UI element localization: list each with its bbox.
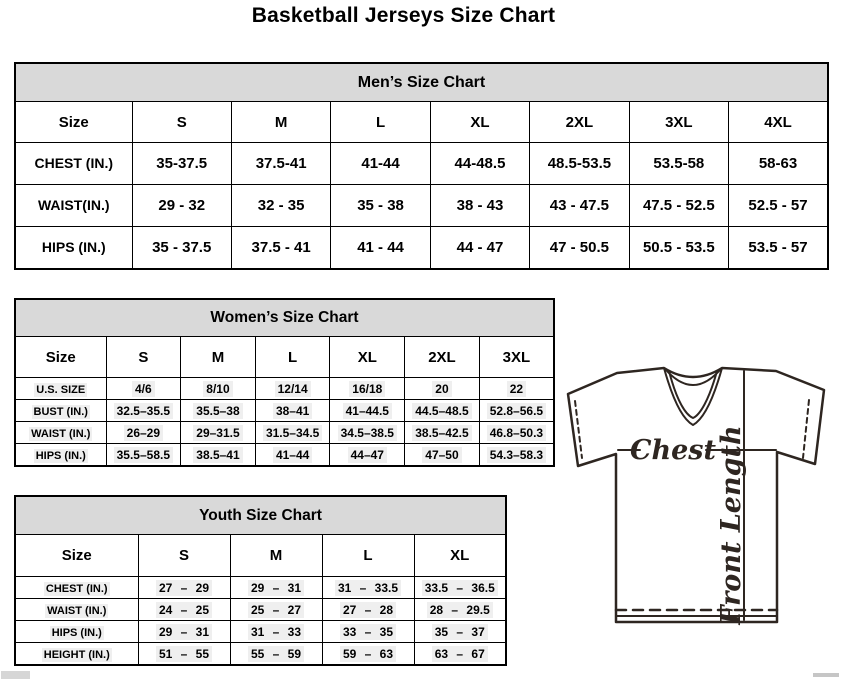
women-value: 34.5–38.5 (338, 425, 397, 441)
women-value: 12/14 (275, 381, 311, 397)
women-value-cell (255, 400, 330, 422)
men-value-cell (530, 227, 629, 270)
youth-value: 29 – 31 (156, 624, 212, 640)
women-value: 16/18 (349, 381, 385, 397)
youth-row-label-cell (15, 599, 138, 621)
men-size-header-cell: Size (15, 102, 132, 143)
women-value-cell (330, 422, 405, 444)
youth-value: 27 – 29 (156, 580, 212, 596)
youth-column-header-cell: M (230, 535, 322, 577)
youth-value: 59 – 63 (340, 646, 396, 662)
youth-value-cell (138, 599, 230, 621)
men-row-label-cell (15, 185, 132, 227)
youth-table-row (15, 599, 506, 621)
youth-value: 63 – 67 (432, 646, 488, 662)
men-value: 52.5 - 57 (748, 196, 808, 214)
men-value-cell (729, 143, 828, 185)
women-size-header-cell: Size (15, 337, 106, 378)
men-value: 53.5 - 57 (748, 238, 808, 256)
men-value-cell (132, 185, 231, 227)
youth-value: 25 – 27 (248, 602, 304, 618)
men-table-row (15, 227, 828, 270)
men-value: 35-37.5 (156, 154, 208, 172)
women-value-cell (106, 444, 181, 467)
women-column-header-cell: M (181, 337, 256, 378)
men-value: 41-44 (361, 154, 400, 172)
page-title: Basketball Jerseys Size Chart (251, 4, 556, 27)
men-value: 41 - 44 (357, 238, 404, 256)
women-value: 35.5–58.5 (114, 447, 173, 463)
men-value: 53.5-58 (653, 154, 705, 172)
men-value: 43 - 47.5 (549, 196, 609, 214)
women-row-label-cell (15, 378, 106, 400)
men-value-cell (231, 227, 330, 270)
women-column-header-cell: L (255, 337, 330, 378)
men-column-header-cell: L (331, 102, 430, 143)
youth-value-cell (322, 643, 414, 666)
men-value-cell (629, 143, 728, 185)
scan-artifact-left (1, 671, 30, 679)
youth-value: 55 – 59 (248, 646, 304, 662)
men-column-header-cell: 2XL (530, 102, 629, 143)
women-value: 32.5–35.5 (114, 403, 173, 419)
women-column-header-cell: 2XL (405, 337, 480, 378)
women-value-cell (181, 378, 256, 400)
men-row-label-cell (15, 143, 132, 185)
men-value-cell (331, 143, 430, 185)
men-value-cell (132, 227, 231, 270)
youth-value-cell (414, 621, 506, 643)
women-value-cell (181, 400, 256, 422)
youth-value-cell (230, 599, 322, 621)
men-table-row (15, 185, 828, 227)
women-value-cell (255, 444, 330, 467)
men-value-cell (231, 185, 330, 227)
youth-row-label: WAIST (IN.) (47, 604, 107, 617)
jersey-measurement-diagram (560, 362, 832, 630)
women-value-cell (181, 444, 256, 467)
men-column-header-cell: 4XL (729, 102, 828, 143)
women-value-cell (106, 422, 181, 444)
men-value-cell (530, 185, 629, 227)
women-value-cell (405, 378, 480, 400)
youth-column-header-cell: XL (414, 535, 506, 577)
youth-size-chart-table (14, 495, 507, 666)
youth-value: 35 – 37 (432, 624, 488, 640)
women-value: 31.5–34.5 (263, 425, 322, 441)
youth-row-label-cell (15, 643, 138, 666)
women-value-cell (330, 378, 405, 400)
youth-value: 33 – 35 (340, 624, 396, 640)
women-row-label-cell (15, 422, 106, 444)
men-row-label-cell (15, 227, 132, 270)
youth-value-cell (414, 577, 506, 599)
front-length-label: Front Length (716, 425, 747, 625)
youth-value: 29 – 31 (248, 580, 304, 596)
youth-value: 33.5 – 36.5 (422, 580, 498, 596)
women-value-cell (330, 400, 405, 422)
women-value: 4/6 (132, 381, 155, 397)
youth-value: 28 – 29.5 (427, 602, 493, 618)
men-value-cell (530, 143, 629, 185)
men-value: 37.5 - 41 (251, 238, 311, 256)
women-value: 41–44 (273, 447, 312, 463)
mens-size-chart-table (14, 62, 829, 270)
women-value-cell (106, 378, 181, 400)
youth-value-cell (322, 599, 414, 621)
women-value: 54.3–58.3 (487, 447, 546, 463)
men-value: 47.5 - 52.5 (642, 196, 715, 214)
women-value: 38.5–41 (193, 447, 242, 463)
men-value: 35 - 37.5 (152, 238, 212, 256)
youth-value-cell (230, 621, 322, 643)
womens-size-chart-table (14, 298, 555, 467)
mens-table (14, 62, 829, 270)
women-value: 20 (432, 381, 451, 397)
women-table-row (15, 444, 554, 467)
men-value-cell (430, 227, 529, 270)
women-value: 22 (507, 381, 526, 397)
women-row-label: U.S. SIZE (36, 383, 86, 396)
men-value: 37.5-41 (255, 154, 307, 172)
youth-column-header-cell: S (138, 535, 230, 577)
women-value-cell (479, 422, 554, 444)
youth-row-label: HEIGHT (IN.) (43, 648, 110, 661)
women-value: 47–50 (422, 447, 461, 463)
men-value: 35 - 38 (357, 196, 404, 214)
women-row-label-cell (15, 400, 106, 422)
women-table-title: Women’s Size Chart (15, 299, 554, 337)
women-value: 52.8–56.5 (487, 403, 546, 419)
women-value-cell (479, 444, 554, 467)
women-row-label: WAIST (IN.) (31, 427, 91, 440)
women-row-label: BUST (IN.) (33, 405, 88, 418)
right-sleeve-cuff-dash (803, 400, 809, 458)
youth-table (14, 495, 507, 666)
women-value-cell (106, 400, 181, 422)
men-column-header-cell: M (231, 102, 330, 143)
men-table-row (15, 143, 828, 185)
scan-artifact-right (813, 673, 839, 677)
youth-value-cell (230, 577, 322, 599)
womens-table (14, 298, 555, 467)
men-table-title: Men’s Size Chart (15, 63, 828, 102)
youth-table-row (15, 577, 506, 599)
women-column-header-cell: XL (330, 337, 405, 378)
chest-label: Chest (630, 435, 716, 466)
men-value: 47 - 50.5 (549, 238, 609, 256)
women-value: 35.5–38 (193, 403, 242, 419)
men-value: 38 - 43 (456, 196, 504, 214)
youth-value-cell (138, 577, 230, 599)
youth-value: 31 – 33.5 (335, 580, 401, 596)
youth-value-cell (322, 621, 414, 643)
youth-size-header-cell: Size (15, 535, 138, 577)
women-table-row (15, 378, 554, 400)
women-column-header-cell: 3XL (479, 337, 554, 378)
women-value: 44–47 (348, 447, 387, 463)
youth-table-row (15, 643, 506, 666)
men-value: 48.5-53.5 (547, 154, 612, 172)
men-column-header-cell: S (132, 102, 231, 143)
women-row-label: HIPS (IN.) (35, 449, 86, 462)
women-table-row (15, 400, 554, 422)
men-value: 29 - 32 (158, 196, 206, 214)
women-value-cell (479, 378, 554, 400)
women-value-cell (255, 378, 330, 400)
youth-value-cell (414, 643, 506, 666)
women-value-cell (405, 400, 480, 422)
women-row-label-cell (15, 444, 106, 467)
men-value-cell (231, 143, 330, 185)
women-value: 38–41 (273, 403, 312, 419)
men-value: 58-63 (758, 154, 798, 172)
youth-value-cell (322, 577, 414, 599)
men-value-cell (430, 143, 529, 185)
men-value-cell (629, 185, 728, 227)
youth-row-label-cell (15, 577, 138, 599)
women-column-header-cell: S (106, 337, 181, 378)
women-value: 26–29 (124, 425, 163, 441)
men-value-cell (629, 227, 728, 270)
youth-value-cell (414, 599, 506, 621)
men-value: 32 - 35 (257, 196, 305, 214)
men-column-header-cell: XL (430, 102, 529, 143)
youth-table-row (15, 621, 506, 643)
youth-value: 51 – 55 (156, 646, 212, 662)
youth-table-title: Youth Size Chart (15, 496, 506, 535)
women-value: 44.5–48.5 (412, 403, 471, 419)
women-table-row (15, 422, 554, 444)
men-row-label: CHEST (IN.) (34, 154, 114, 171)
men-value: 50.5 - 53.5 (642, 238, 715, 256)
youth-value-cell (138, 643, 230, 666)
men-value: 44-48.5 (454, 154, 506, 172)
youth-column-header-cell: L (322, 535, 414, 577)
women-value: 41–44.5 (343, 403, 392, 419)
women-value-cell (405, 444, 480, 467)
women-value-cell (181, 422, 256, 444)
women-value-cell (330, 444, 405, 467)
men-value: 44 - 47 (456, 238, 504, 256)
youth-value-cell (138, 621, 230, 643)
men-row-label: WAIST(IN.) (37, 196, 110, 213)
women-value-cell (405, 422, 480, 444)
men-value-cell (331, 227, 430, 270)
youth-row-label-cell (15, 621, 138, 643)
men-value-cell (430, 185, 529, 227)
women-value-cell (255, 422, 330, 444)
men-value-cell (729, 227, 828, 270)
jersey-outline (568, 368, 824, 622)
women-value: 38.5–42.5 (412, 425, 471, 441)
youth-row-label: CHEST (IN.) (45, 582, 108, 595)
men-column-header-cell: 3XL (629, 102, 728, 143)
men-value-cell (331, 185, 430, 227)
women-value: 29–31.5 (193, 425, 242, 441)
women-value-cell (479, 400, 554, 422)
youth-value: 24 – 25 (156, 602, 212, 618)
men-value-cell (729, 185, 828, 227)
youth-value-cell (230, 643, 322, 666)
women-value: 46.8–50.3 (487, 425, 546, 441)
men-value-cell (132, 143, 231, 185)
men-row-label: HIPS (IN.) (41, 238, 106, 255)
youth-row-label: HIPS (IN.) (51, 626, 102, 639)
youth-value: 27 – 28 (340, 602, 396, 618)
women-value: 8/10 (203, 381, 232, 397)
youth-value: 31 – 33 (248, 624, 304, 640)
